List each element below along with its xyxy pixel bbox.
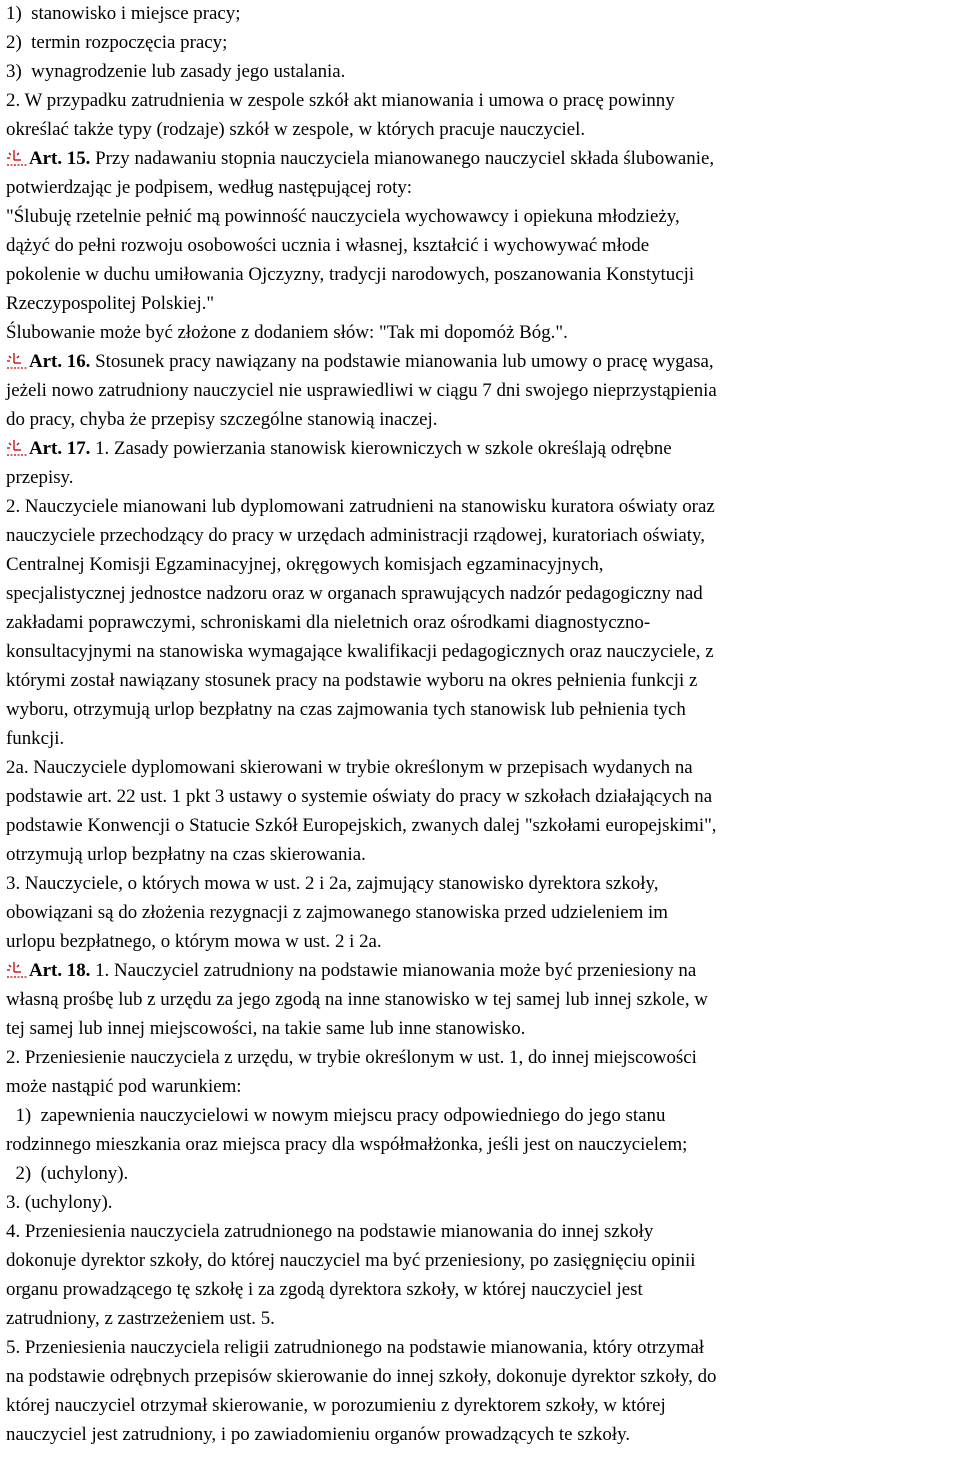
article-text: 1. Nauczyciel zatrudniony na podstawie mianowania może być przeniesiony na: [90, 960, 697, 981]
text-line: jeżeli nowo zatrudniony nauczyciel nie usprawiedliwi w ciągu 7 dni swojego nieprzystąpienia: [6, 380, 717, 401]
text-line: własną prośbę lub z urzędu za jego zgodą na inne stanowisko w tej samej lub innej szkole, w: [6, 989, 708, 1010]
text-line: którymi został nawiązany stosunek pracy na podstawie wyboru na okres pełnienia funkcji z: [6, 670, 698, 691]
article-text: Stosunek pracy nawiązany na podstawie mianowania lub umowy o pracę wygasa,: [90, 351, 714, 372]
text-line: zatrudniony, z zastrzeżeniem ust. 5.: [6, 1308, 275, 1329]
text-line: konsultacyjnymi na stanowiska wymagające kwalifikacji pedagogicznych oraz nauczyciele, z: [6, 641, 714, 662]
text-line: rodzinnego mieszkania oraz miejsca pracy dla współmałżonka, jeśli jest on nauczycielem;: [6, 1134, 688, 1155]
text-line: dokonuje dyrektor szkoły, do której nauczyciel ma być przeniesiony, po zasięgnięciu opinii: [6, 1250, 696, 1271]
text-line: pokolenie w duchu umiłowania Ojczyzny, tradycji narodowych, poszanowania Konstytucji: [6, 264, 695, 285]
text-line: 2) termin rozpoczęcia pracy;: [6, 32, 228, 53]
text-line: 1) stanowisko i miejsce pracy;: [6, 3, 241, 24]
amendment-clock-icon[interactable]: [6, 960, 28, 979]
text-line: nauczyciele przechodzący do pracy w urzędach administracji rządowej, kuratoriach oświaty,: [6, 525, 705, 546]
text-line: której nauczyciel otrzymał skierowanie, w porozumieniu z dyrektorem szkoły, w której: [6, 1395, 666, 1416]
text-line: specjalistycznej jednostce nadzoru oraz w organach sprawujących nadzór pedagogiczny nad: [6, 583, 703, 604]
text-line: nauczyciel jest zatrudniony, i po zawiadomieniu organów prowadzących te szkoły.: [6, 1424, 631, 1445]
text-line: Rzeczypospolitej Polskiej.": [6, 293, 215, 314]
text-line: dążyć do pełni rozwoju osobowości ucznia i własnej, kształcić i wychowywać młode: [6, 235, 650, 256]
text-line: 1) zapewnienia nauczycielowi w nowym miejscu pracy odpowiedniego do jego stanu: [6, 1105, 666, 1126]
text-line: na podstawie odrębnych przepisów skierowanie do innej szkoły, dokonuje dyrektor szkoły, do: [6, 1366, 717, 1387]
text-line: otrzymują urlop bezpłatny na czas skierowania.: [6, 844, 366, 865]
text-line: 3. Nauczyciele, o których mowa w ust. 2 i 2a, zajmujący stanowisko dyrektora szkoły,: [6, 873, 659, 894]
text-line: 3. (uchylony).: [6, 1192, 113, 1213]
text-line: przepisy.: [6, 467, 74, 488]
text-line: [6, 434, 960, 463]
text-line: 5. Przeniesienia nauczyciela religii zatrudnionego na podstawie mianowania, który otrzymał: [6, 1337, 705, 1358]
article-number: Art. 16.: [29, 351, 91, 372]
text-line: obowiązani są do złożenia rezygnacji z zajmowanego stanowiska przed udzieleniem im: [6, 902, 668, 923]
text-line: 2a. Nauczyciele dyplomowani skierowani w trybie określonym w przepisach wydanych na: [6, 757, 693, 778]
text-line: urlopu bezpłatnego, o którym mowa w ust. 2 i 2a.: [6, 931, 382, 952]
text-line: do pracy, chyba że przepisy szczególne stanowią inaczej.: [6, 409, 438, 430]
text-line: [6, 956, 960, 985]
text-line: może nastąpić pod warunkiem:: [6, 1076, 242, 1097]
text-line: "Ślubuję rzetelnie pełnić mą powinność nauczyciela wychowawcy i opiekuna młodzieży,: [6, 206, 680, 227]
text-line: 2. Nauczyciele mianowani lub dyplomowani zatrudnieni na stanowisku kuratora oświaty oraz: [6, 496, 715, 517]
text-line: funkcji.: [6, 728, 65, 749]
text-line: [6, 144, 960, 173]
article-number: Art. 15.: [29, 148, 91, 169]
text-line: 2. W przypadku zatrudnienia w zespole szkół akt mianowania i umowa o pracę powinny: [6, 90, 675, 111]
text-line: zakładami poprawczymi, schroniskami dla nieletnich oraz ośrodkami diagnostyczno-: [6, 612, 651, 633]
text-line: 3) wynagrodzenie lub zasady jego ustalania.: [6, 61, 346, 82]
text-line: 2) (uchylony).: [6, 1163, 129, 1184]
article-text: Przy nadawaniu stopnia nauczyciela mianowanego nauczyciel składa ślubowanie,: [90, 148, 715, 169]
article-number: Art. 18.: [29, 960, 91, 981]
amendment-clock-icon[interactable]: [6, 351, 28, 370]
text-line: 4. Przeniesienia nauczyciela zatrudnionego na podstawie mianowania do innej szkoły: [6, 1221, 654, 1242]
amendment-clock-icon[interactable]: [6, 438, 28, 457]
text-line: tej samej lub innej miejscowości, na takie same lub inne stanowisko.: [6, 1018, 526, 1039]
text-line: określać także typy (rodzaje) szkół w zespole, w których pracuje nauczyciel.: [6, 119, 586, 140]
article-text: 1. Zasady powierzania stanowisk kierowniczych w szkole określają odrębne: [90, 438, 672, 459]
text-line: podstawie art. 22 ust. 1 pkt 3 ustawy o systemie oświaty do pracy w szkołach działających na: [6, 786, 713, 807]
text-line: potwierdzając je podpisem, według następującej roty:: [6, 177, 413, 198]
text-line: [6, 347, 960, 376]
text-line: wyboru, otrzymują urlop bezpłatny na czas zajmowania tych stanowisk lub pełnienia tych: [6, 699, 686, 720]
text-line: organu prowadzącego tę szkołę i za zgodą dyrektora szkoły, w której nauczyciel jest: [6, 1279, 643, 1300]
text-line: podstawie Konwencji o Statucie Szkół Europejskich, zwanych dalej "szkołami europejskimi",: [6, 815, 717, 836]
text-line: Centralnej Komisji Egzaminacyjnej, okręgowych komisjach egzaminacyjnych,: [6, 554, 604, 575]
text-line: Ślubowanie może być złożone z dodaniem słów: "Tak mi dopomóż Bóg.".: [6, 322, 568, 343]
article-number: Art. 17.: [29, 438, 91, 459]
amendment-clock-icon[interactable]: [6, 148, 28, 167]
text-line: 2. Przeniesienie nauczyciela z urzędu, w trybie określonym w ust. 1, do innej miejscowości: [6, 1047, 697, 1068]
